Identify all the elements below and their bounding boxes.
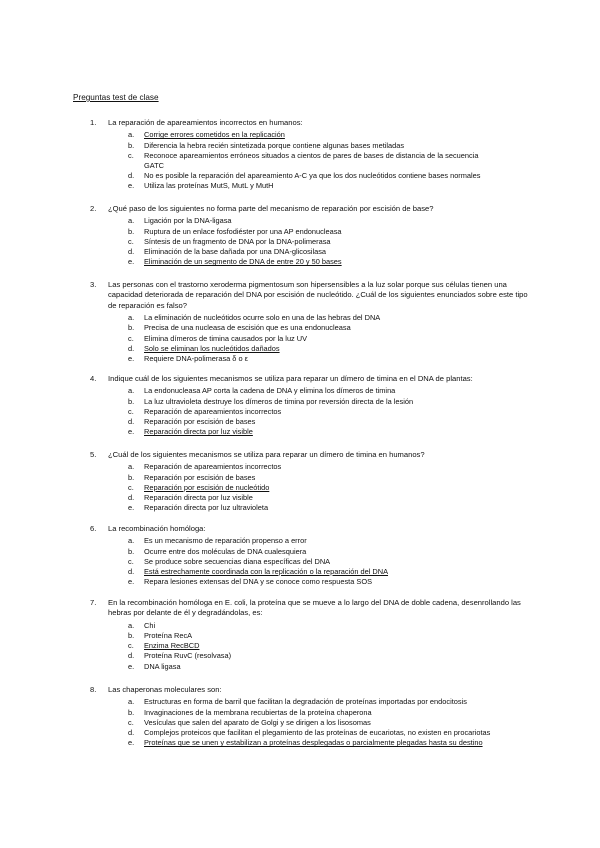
option-text: Ligación por la DNA-ligasa — [144, 216, 232, 226]
option-text: Complejos proteicos que facilitan el plegamiento de las proteínas de eucariotas, no existen en procariotas — [144, 728, 491, 738]
option-letter: d. — [128, 493, 135, 503]
option-letter: c. — [128, 150, 134, 160]
option-text: DNA ligasa — [144, 661, 181, 671]
option-text: Diferencia la hebra recién sintetizada porque contiene algunas bases metiladas — [144, 140, 405, 150]
option-text: Reparación de apareamientos incorrectos — [144, 462, 282, 472]
correct-answer-text: Proteínas que se unen y estabilizan a proteínas desplegadas o parcialmente plegadas hasta su destino — [144, 738, 483, 748]
answer-option — [128, 503, 530, 513]
answer-option — [128, 344, 530, 354]
question-3 — [90, 280, 530, 364]
option-letter: c. — [128, 236, 134, 246]
answer-option — [128, 313, 530, 323]
question-stem: La recombinación homóloga: — [108, 524, 206, 533]
question-number: 7. — [90, 598, 97, 607]
answer-option — [128, 718, 530, 728]
option-text: Estructuras en forma de barril que facilitan la degradación de proteínas importadas por endocitosis — [144, 697, 467, 707]
option-list — [128, 313, 530, 364]
answer-option — [128, 237, 530, 247]
question-number: 2. — [90, 204, 97, 213]
answer-option — [128, 407, 530, 417]
answer-option — [128, 386, 530, 396]
answer-option — [128, 334, 530, 344]
option-text: La endonucleasa AP corta la cadena de DNA y elimina los dímeros de timina — [144, 386, 396, 396]
question-stem: Las chaperonas moleculares son: — [108, 685, 222, 694]
answer-option — [128, 577, 530, 587]
option-text: Ruptura de un enlace fosfodiéster por una AP endonucleasa — [144, 226, 342, 236]
question-number: 6. — [90, 524, 97, 533]
option-letter: e. — [128, 181, 135, 191]
option-list — [128, 697, 530, 748]
option-letter: d. — [128, 247, 135, 257]
option-letter: e. — [128, 661, 135, 671]
answer-option-continuation — [128, 161, 530, 171]
question-stem: La reparación de apareamientos incorrectos en humanos: — [108, 118, 303, 127]
option-letter: a. — [128, 386, 135, 396]
option-letter: d. — [128, 567, 135, 577]
option-letter: d. — [128, 171, 135, 181]
option-text: Reparación por escisión de bases — [144, 472, 256, 482]
question-8 — [90, 685, 530, 748]
option-text: Elimina dímeros de timina causados por la luz UV — [144, 333, 308, 343]
correct-answer-text: Eliminación de un segmento de DNA de entre 20 y 50 bases — [144, 257, 342, 267]
option-letter: b. — [128, 396, 135, 406]
correct-answer-text: Enzima RecBCD — [144, 641, 200, 651]
option-text: Reparación por escisión de bases — [144, 417, 256, 427]
answer-option — [128, 151, 530, 161]
option-text: Síntesis de un fragmento de DNA por la DNA-polimerasa — [144, 236, 331, 246]
question-4 — [90, 374, 530, 437]
option-letter: c. — [128, 482, 134, 492]
question-number: 4. — [90, 374, 97, 383]
option-list — [128, 536, 530, 587]
correct-answer-text: Solo se eliminan los nucleótidos dañados — [144, 343, 280, 353]
option-letter: b. — [128, 226, 135, 236]
option-text: Reconoce apareamientos erróneos situados a cientos de pares de bases de distancia de la secuencia — [144, 150, 479, 160]
option-list — [128, 216, 530, 267]
answer-option — [128, 216, 530, 226]
answer-option — [128, 697, 530, 707]
option-letter: e. — [128, 257, 135, 267]
option-text: Ocurre entre dos moléculas de DNA cualesquiera — [144, 546, 307, 556]
option-letter: e. — [128, 354, 135, 364]
option-text: La luz ultravioleta destruye los dímeros de timina por reversión directa de la lesión — [144, 396, 414, 406]
option-list — [128, 621, 530, 672]
answer-option — [128, 473, 530, 483]
answer-option — [128, 141, 530, 151]
option-letter: b. — [128, 472, 135, 482]
option-letter: d. — [128, 417, 135, 427]
option-letter: a. — [128, 313, 135, 323]
correct-answer-text: Está estrechamente coordinada con la replicación o la reparación del DNA — [144, 567, 389, 577]
question-5 — [90, 450, 530, 513]
option-letter: b. — [128, 707, 135, 717]
answer-option — [128, 257, 530, 267]
option-letter: c. — [128, 333, 134, 343]
answer-option — [128, 417, 530, 427]
answer-option — [128, 621, 530, 631]
option-text-continuation: GATC — [144, 161, 164, 171]
answer-option — [128, 651, 530, 661]
option-letter: e. — [128, 427, 135, 437]
answer-option — [128, 557, 530, 567]
answer-option — [128, 631, 530, 641]
answer-option — [128, 323, 530, 333]
option-letter: c. — [128, 641, 134, 651]
answer-option — [128, 397, 530, 407]
answer-option — [128, 708, 530, 718]
option-letter: a. — [128, 216, 135, 226]
question-7 — [90, 598, 530, 672]
answer-option — [128, 483, 530, 493]
option-list — [128, 130, 530, 191]
option-text: Invaginaciones de la membrana recubiertas de la proteína chaperona — [144, 707, 372, 717]
question-2 — [90, 204, 530, 267]
option-list — [128, 386, 530, 437]
page-title: Preguntas test de clase — [73, 93, 159, 102]
question-1 — [90, 118, 530, 192]
option-text: Proteína RecA — [144, 631, 193, 641]
answer-option — [128, 738, 530, 748]
answer-option — [128, 354, 530, 364]
option-letter: c. — [128, 406, 134, 416]
answer-option — [128, 547, 530, 557]
option-letter: b. — [128, 140, 135, 150]
option-text: Vesículas que salen del aparato de Golgi y se dirigen a los lisosomas — [144, 717, 371, 727]
option-text: Utiliza las proteínas MutS, MutL y MutH — [144, 181, 274, 191]
option-text: La eliminación de nucleótidos ocurre solo en una de las hebras del DNA — [144, 313, 381, 323]
answer-option — [128, 493, 530, 503]
answer-option — [128, 171, 530, 181]
option-list — [128, 462, 530, 513]
answer-option — [128, 227, 530, 237]
option-letter: c. — [128, 556, 134, 566]
answer-option — [128, 247, 530, 257]
option-text: No es posible la reparación del apareamiento A-C ya que los dos nucleótidos contiene bases normales — [144, 171, 481, 181]
question-number: 1. — [90, 118, 97, 127]
option-letter: d. — [128, 651, 135, 661]
correct-answer-text: Corrige errores cometidos en la replicación — [144, 130, 285, 140]
option-text: Reparación directa por luz visible — [144, 493, 253, 503]
option-letter: e. — [128, 577, 135, 587]
option-text: Requiere DNA-polimerasa δ o ε — [144, 354, 248, 364]
question-stem: ¿Cuál de los siguientes mecanismos se utiliza para reparar un dímero de timina en humanos? — [108, 450, 425, 459]
answer-option — [128, 641, 530, 651]
option-text: Repara lesiones extensas del DNA y se conoce como respuesta SOS — [144, 577, 372, 587]
option-letter: a. — [128, 130, 135, 140]
option-letter: e. — [128, 503, 135, 513]
question-stem: En la recombinación homóloga en E. coli, la proteína que se mueve a lo largo del DNA de doble cadena, desenrollando las hebras por delante de él y degradándolas, es: — [108, 598, 521, 618]
option-text: Precisa de una nucleasa de escisión que es una endonucleasa — [144, 323, 351, 333]
answer-option — [128, 536, 530, 546]
option-letter: a. — [128, 462, 135, 472]
question-number: 3. — [90, 280, 97, 289]
answer-option — [128, 427, 530, 437]
option-letter: b. — [128, 631, 135, 641]
question-number: 5. — [90, 450, 97, 459]
option-letter: b. — [128, 546, 135, 556]
correct-answer-text: Reparación directa por luz visible — [144, 427, 253, 437]
answer-option — [128, 130, 530, 140]
option-text: Chi — [144, 620, 156, 630]
answer-option — [128, 728, 530, 738]
option-text: Eliminación de la base dañada por una DNA-glicosilasa — [144, 247, 326, 257]
question-6 — [90, 524, 530, 587]
question-number: 8. — [90, 685, 97, 694]
option-letter: e. — [128, 738, 135, 748]
option-text: Reparación de apareamientos incorrectos — [144, 406, 282, 416]
option-letter: c. — [128, 717, 134, 727]
option-letter: d. — [128, 728, 135, 738]
option-letter: a. — [128, 536, 135, 546]
option-text: Proteína RuvC (resolvasa) — [144, 651, 232, 661]
option-letter: d. — [128, 343, 135, 353]
option-text: Es un mecanismo de reparación propenso a error — [144, 536, 307, 546]
correct-answer-text: Reparación por escisión de nucleótido — [144, 482, 270, 492]
answer-option — [128, 181, 530, 191]
option-letter: a. — [128, 697, 135, 707]
question-stem: Indique cuál de los siguientes mecanismos se utiliza para reparar un dímero de timina en el DNA de plantas: — [108, 374, 473, 383]
answer-option — [128, 567, 530, 577]
answer-option — [128, 462, 530, 472]
answer-option — [128, 662, 530, 672]
option-letter: a. — [128, 620, 135, 630]
option-text: Reparación directa por luz ultravioleta — [144, 503, 269, 513]
option-text: Se produce sobre secuencias diana específicas del DNA — [144, 556, 331, 566]
question-stem: Las personas con el trastorno xeroderma pigmentosum son hipersensibles a la luz solar porque sus células tienen una capacidad deteriorada de reparación del DNA por escisión de nucleótido. ¿Cuál de los siguientes enunciados sobre este tipo de reparación es falso? — [108, 280, 528, 310]
option-letter: b. — [128, 323, 135, 333]
question-stem: ¿Qué paso de los siguientes no forma parte del mecanismo de reparación por escisión de base? — [108, 204, 434, 213]
